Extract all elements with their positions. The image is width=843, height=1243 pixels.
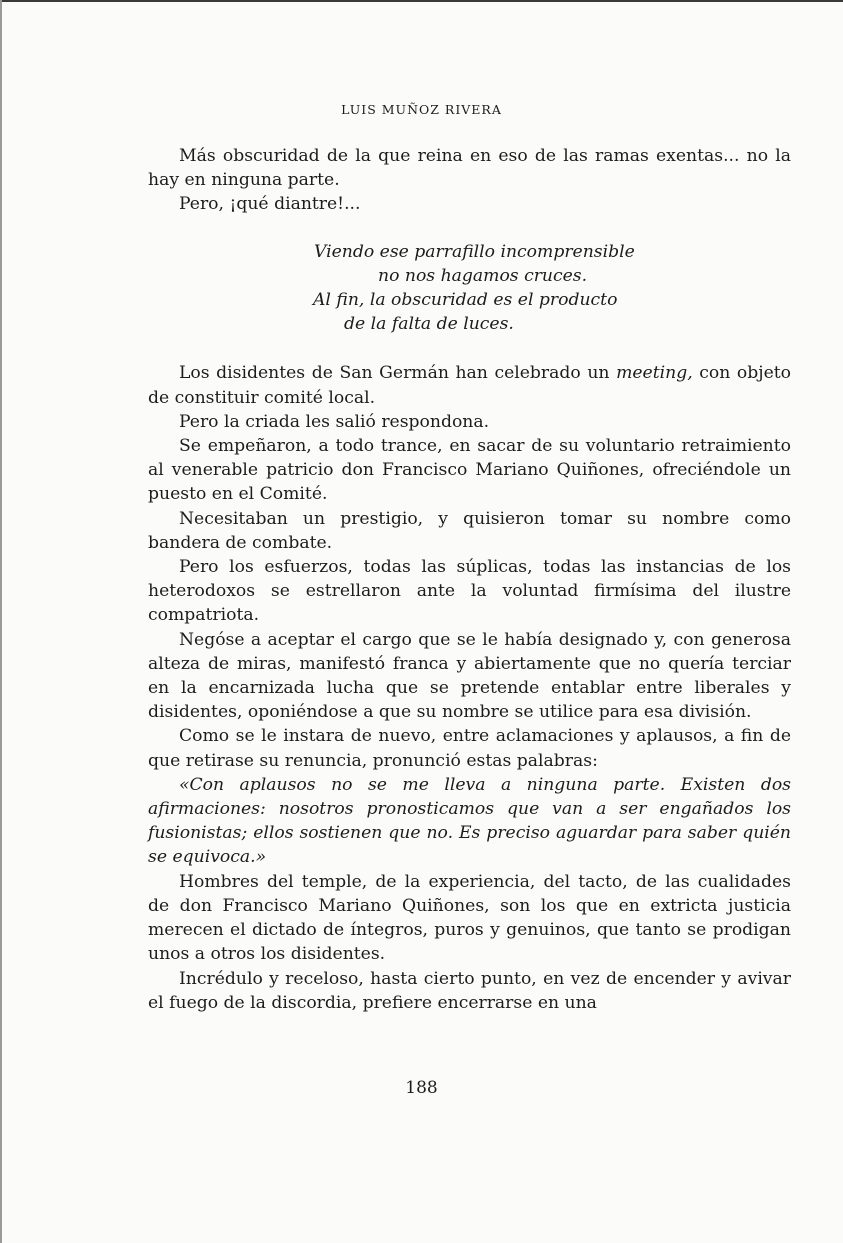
paragraph-5: Pero la criada les salió respondona. (179, 411, 490, 432)
verse-line-2: no nos hagamos cruces. (378, 265, 588, 286)
paragraph-2: Pero, ¡qué diantre!... (179, 194, 361, 215)
paragraph-12: Incrédulo y receloso, hasta cierto punto, en vez de encender y avivar el fuego de la discordia, prefiere encerrarse en una (148, 968, 791, 1013)
paragraph-10: Como se le instara de nuevo, entre aclamaciones y aplausos, a fin de que retirase su renuncia, pronunció estas palabras: (148, 726, 791, 771)
paragraph-meeting (148, 361, 791, 409)
paragraph-meeting-end: con objeto de constituir comité local. (148, 363, 792, 408)
meeting-word: meeting, (616, 363, 693, 384)
verse-line-1: Viendo ese parrafillo incomprensible (314, 241, 635, 262)
verse-line-3: Al fin, la obscuridad es el producto (313, 290, 618, 311)
paragraph-meeting-start: Los disidentes de San Germán han celebrado un (179, 363, 617, 384)
verse-line-4: de la falta de luces. (344, 314, 514, 335)
body-text (148, 144, 791, 1015)
verse-stanza (148, 240, 791, 337)
paragraph-9: Negóse a aceptar el cargo que se le había designado y, con generosa alteza de miras, manifestó franca y abiertamente que no quería terciar en la encarnizada lucha que se pretende entablar entre liberales y disidentes, oponiéndose a que su nombre se utilice para esa división. (148, 629, 791, 723)
paragraph-8: Pero los esfuerzos, todas las súplicas, todas las instancias de los heterodoxos se estrellaron ante la voluntad firmísima del ilustre compatriota. (148, 557, 791, 626)
page-top-edge (0, 0, 843, 2)
running-head: LUIS MUÑOZ RIVERA (341, 102, 502, 117)
paragraph-7: Necesitaban un prestigio, y quisieron tomar su nombre como bandera de combate. (148, 508, 791, 553)
page-left-edge (0, 0, 2, 1243)
paragraph-1: Más obscuridad de la que reina en eso de las ramas exentas... no la hay en ninguna parte. (148, 146, 791, 191)
block-quote: «Con aplausos no se me lleva a ninguna parte. Existen dos afirmaciones: nosotros pronosticamos que van a ser engañados los fusionistas; ellos sostienen que no. Es preciso aguardar para saber quién se equivoca.» (148, 774, 791, 868)
paragraph-11: Hombres del temple, de la experiencia, del tacto, de las cualidades de don Francisco Mariano Quiñones, son los que en extricta justicia merecen el dictado de íntegros, puros y genuinos, que tanto se prodigan unos a otros los disidentes. (148, 871, 791, 965)
paragraph-6: Se empeñaron, a todo trance, en sacar de su voluntario retraimiento al venerable patricio don Francisco Mariano Quiñones, ofreciéndole un puesto en el Comité. (148, 436, 791, 505)
page-number: 188 (405, 1078, 438, 1098)
